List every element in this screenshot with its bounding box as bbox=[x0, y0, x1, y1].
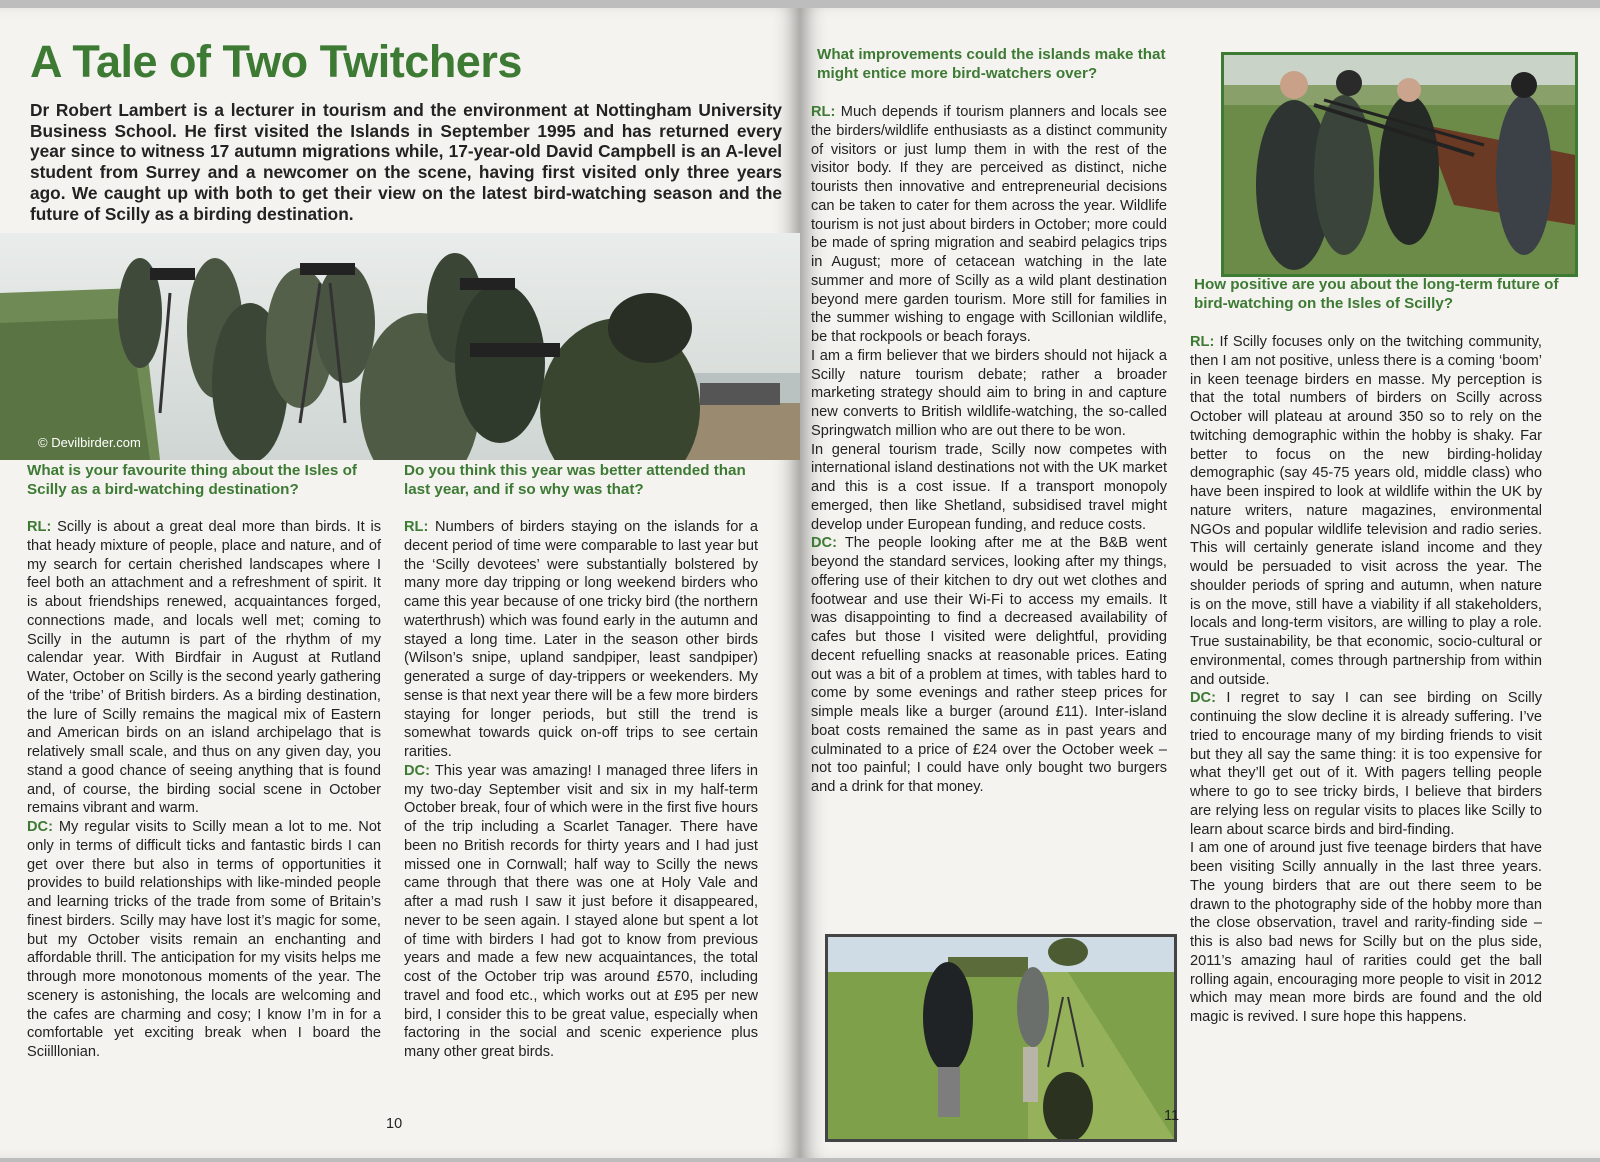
answers-improvements bbox=[811, 103, 1167, 797]
speaker-label: RL: bbox=[27, 519, 52, 535]
answer-paragraph bbox=[811, 534, 1167, 797]
photo-credit: © Devilbirder.com bbox=[38, 435, 141, 450]
speaker-label: DC: bbox=[404, 762, 430, 779]
answers-attendance bbox=[404, 518, 758, 1062]
answer-text: In general tourism trade, Scilly now competes with international island destinations not with the UK market and this is a cost issue. If a transport monopoly emerged, then like Shetland, subsidised travel might develop under European funding, and reduce costs. bbox=[811, 441, 1167, 533]
birders-photo-art bbox=[0, 233, 800, 460]
speaker-label: DC: bbox=[27, 819, 53, 835]
right-page bbox=[800, 8, 1600, 1158]
answers-favourite-thing bbox=[27, 518, 381, 1062]
answer-text: Much depends if tourism planners and locals see the birders/wildlife enthusiasts as a distinct community of visitors or just lump them in with the rest of the visitor body. If they are perceived as distinct, niche tourists then innovative and entrepreneurial decisions can be taken to cater for them across the year. Wildlife tourism is not just about birders in October; more could be made of spring migration and seabird pelagics trips in August; more of cetacean watching in the late summer and more of Scilly as a wild plant destination beyond mere garden tourism. More still for families in the summer wishing to engage with Scillonian wildlife, be that rockpools or beach forays. bbox=[811, 104, 1167, 345]
answer-paragraph bbox=[27, 518, 381, 818]
answer-text: I am a firm believer that we birders should not hijack a Scilly nature tourism debate; rather a broader marketing strategy should aim to bring in and capture new converts to British wildlife-watching, the so-called Springwatch million who are out there to be won. bbox=[811, 347, 1167, 439]
answer-paragraph bbox=[811, 441, 1167, 535]
speaker-label: RL: bbox=[811, 104, 836, 120]
path-photo-art bbox=[828, 937, 1174, 1139]
speaker-label: RL: bbox=[404, 519, 429, 535]
answer-paragraph bbox=[404, 518, 758, 762]
answer-paragraph bbox=[1190, 689, 1542, 839]
field-photo-art bbox=[1224, 55, 1575, 274]
page-number-left: 10 bbox=[386, 1116, 403, 1132]
question-long-term-future: How positive are you about the long-term future of bird-watching on the Isles of Scilly? bbox=[1194, 276, 1559, 312]
answer-paragraph bbox=[404, 762, 758, 1062]
answer-paragraph bbox=[811, 103, 1167, 347]
answers-long-term-future bbox=[1190, 333, 1542, 1027]
answer-text: If Scilly focuses only on the twitching community, then I am not positive, unless there is a coming ‘boom’ in keen teenage birders en masse. My perception is that the total numbers of birders on Scilly across October will plateau at around 350 so to rely on the twitching demographic within the hobby is shaky. Far better to focus on the new birding-holiday demographic (say 45-75 years old, middle class) who have been inspired to look at wildlife within the UK by nature writers, nature magazines, environmental NGOs and popular wildlife television and radio series. This will certainly generate island income and they would be persuaded to visit across the year. The shoulder periods of spring and autumn, when nature is on the move, still have a viability if all stakeholders, locals and long-term visitors, are willing to play a role. True sustainability, be that economic, socio-cultural or environmental, comes through partnership from within and outside. bbox=[1190, 334, 1542, 688]
birders-field-photo bbox=[1221, 52, 1578, 277]
answer-text: I regret to say I can see birding on Scilly continuing the slow decline it is already suffering. I’ve tried to encourage many of my birding friends to visit but they all say the same thing: it is too expensive for what they’ll get out of it. With pagers telling people where to go to see tricky birds, I believe that birders are relying less on regular visits to places like Scilly to learn about scarce birds and bird-finding. bbox=[1190, 690, 1542, 838]
answer-text: I am one of around just five teenage birders that have been visiting Scilly annually in the last three years. The young birders that are out there seem to be drawn to the photography side of the hobby more than the close observation, travel and rarity-finding side – this is also bad news for Scilly but on the plus side, 2011’s amazing haul of rarities could get the ball rolling again, encouraging more people to visit in 2012 which may mean more birds are found and the old magic is revived. I sure hope this happens. bbox=[1190, 840, 1542, 1025]
question-favourite-thing: What is your favourite thing about the Isles of Scilly as a bird-watching destination? bbox=[27, 462, 357, 498]
answer-paragraph bbox=[811, 347, 1167, 441]
question-attendance: Do you think this year was better attended than last year, and if so why was that? bbox=[404, 462, 746, 498]
left-page bbox=[0, 8, 800, 1158]
answer-paragraph bbox=[1190, 333, 1542, 689]
birders-with-scopes-photo bbox=[0, 233, 800, 460]
article-intro: Dr Robert Lambert is a lecturer in tourism and the environment at Nottingham University Business School. He first visited the Islands in September 1995 and has returned every year since to witness 17 autumn migrations while, 17-year-old David Campbell is an A-level student from Surrey and a newcomer on the scene, having first visited only three years ago. We caught up with both to get their view on the latest bird-watching season and the future of Scilly as a birding destination. bbox=[30, 100, 782, 224]
speaker-label: DC: bbox=[811, 535, 837, 552]
answer-text: The people looking after me at the B&B went beyond the standard services, looking after my things, offering use of their kitchen to dry out wet clothes and footwear and use their Wi-Fi to access my emails. It was disappointing to find a decreased availability of cafes but those I visited were delightful, providing decent refuelling snacks at reasonable prices. Eating out was a bit of a problem at times, with tables hard to come by some evenings and rather steep prices for simple meals like a burger (around £11). Inter-island boat costs remained the same as in past years and culminated to a price of £24 over the October week – not too painful; I could have only bought two burgers and a drink for that money. bbox=[811, 535, 1167, 795]
answer-text: Numbers of birders staying on the islands for a decent period of time were comparable to last year but the ‘Scilly devotees’ were substantially bolstered by many more day tripping or long weekend birders who came this year because of one tricky bird (the northern waterthrush) which was found early in the autumn and stayed a long time. Later in the season other birds (Wilson’s snipe, upland sandpiper, least sandpiper) generated a surge of day-trippers or weekenders. My sense is that next year there will be a few more birders staying for longer periods, but still the trend is somewhat towards quick on-off trips to see certain rarities. bbox=[404, 519, 758, 760]
page-number-right: 11 bbox=[1164, 1108, 1180, 1124]
answer-paragraph bbox=[27, 818, 381, 1062]
answer-text: Scilly is about a great deal more than birds. It is that heady mixture of people, place and nature, and of my search for certain cherished landscapes where I feel both an attachment and a refreshment of spirit. It is about friendships renewed, acquaintances forged, connections made, and locals well met; coming to Scilly in the autumn is part of the rhythm of my calendar year. With Birdfair in August at Rutland Water, October on Scilly is the second yearly gathering of the ‘tribe’ of British birders. As a birding destination, the lure of Scilly remains the magical mix of Eastern and American birds on an island archipelago that is relatively small scale, and thus on any given day, you stand a good chance of seeing anything that is found and, of course, the birding social scene in October remains vibrant and warm. bbox=[27, 519, 381, 817]
speaker-label: RL: bbox=[1190, 334, 1215, 350]
answer-text: My regular visits to Scilly mean a lot to me. Not only in terms of difficult ticks and fantastic birds I can get over there but also in terms of opportunities it provides to build relationships with like-minded people and learning tricks of the trade from some of Britain’s finest birders. Scilly may have lost it’s magic for some, but my October visits remain an enchanting and affordable thrill. The anticipation for my visits helps me through more monotonous moments of the year. The scenery is astonishing, the locals are welcoming and the cafes are charming and cosy; I know I’m in for a comfortable yet exciting break when I board the Sciilllonian. bbox=[27, 819, 381, 1060]
article-title: A Tale of Two Twitchers bbox=[30, 36, 522, 87]
birders-path-photo bbox=[825, 934, 1180, 1142]
answer-text: This year was amazing! I managed three lifers in my two-day September visit and six in my half-term October break, four of which were in the first five hours of the trip including a Scarlet Tanager. There have been no British records for thirty years and I had just missed one in Cornwall; half way to Scilly the news came through that there was one at Holy Vale and after a mad rush I saw it just before it disappeared, never to be seen again. I stayed alone but spent a lot of time with birders I had got to know from previous years and made a few new acquaintances, the total cost of the October trip was around £570, including travel and food etc., which works out at £95 per new bird, I consider this to be great value, especially when factoring in the social and scenic experience plus many other great birds. bbox=[404, 762, 758, 1060]
answer-paragraph bbox=[1190, 839, 1542, 1027]
speaker-label: DC: bbox=[1190, 690, 1216, 707]
question-improvements: What improvements could the islands make that might entice more bird-watchers over? bbox=[817, 46, 1166, 82]
